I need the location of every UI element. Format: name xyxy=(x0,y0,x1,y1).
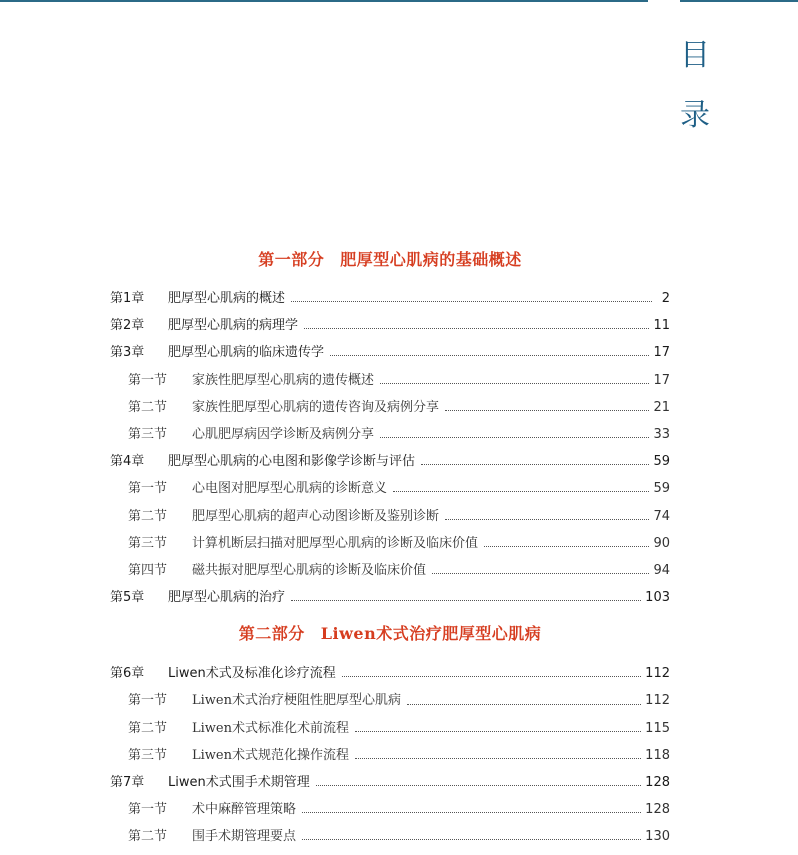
entry-title: 肥厚型心肌病的病理学 xyxy=(168,318,299,334)
dot-leader xyxy=(407,704,641,705)
toc-heading xyxy=(675,26,715,146)
entry-number: 第三节 xyxy=(128,535,168,551)
entry-number: 第一节 xyxy=(128,693,168,709)
dot-leader xyxy=(380,383,649,384)
entry-page-number: 90 xyxy=(653,535,670,551)
entry-number: 第2章 xyxy=(110,318,145,334)
dot-leader xyxy=(421,464,649,465)
entry-title: Liwen术式治疗梗阻性肥厚型心肌病 xyxy=(192,693,401,709)
part-heading xyxy=(110,616,670,660)
top-rule-left xyxy=(0,0,648,2)
entry-page-number: 94 xyxy=(653,562,670,578)
toc-section-entry[interactable] xyxy=(110,557,670,584)
entry-number: 第一节 xyxy=(128,481,168,497)
entry-title: 肥厚型心肌病的治疗 xyxy=(168,590,286,606)
toc-section-entry[interactable] xyxy=(110,687,670,714)
entry-number: 第二节 xyxy=(128,508,168,524)
entry-title: 心肌肥厚病因学诊断及病例分享 xyxy=(192,426,375,442)
entry-page-number: 118 xyxy=(645,747,670,763)
entry-number: 第四节 xyxy=(128,562,168,578)
dot-leader xyxy=(355,731,641,732)
dot-leader xyxy=(380,437,649,438)
entry-page-number: 59 xyxy=(653,481,670,497)
part-label: 第一部分 xyxy=(258,250,325,269)
entry-title: 肥厚型心肌病的临床遗传学 xyxy=(168,345,325,361)
entry-number: 第一节 xyxy=(128,802,168,818)
toc-section-entry[interactable] xyxy=(110,796,670,823)
entry-page-number: 33 xyxy=(653,426,670,442)
dot-leader xyxy=(291,301,652,302)
toc-chapter-entry[interactable] xyxy=(110,660,670,687)
toc-chapter-entry[interactable] xyxy=(110,448,670,475)
toc-section-entry[interactable] xyxy=(110,742,670,769)
entry-page-number: 128 xyxy=(645,802,670,818)
part-title: Liwen术式治疗肥厚型心肌病 xyxy=(320,624,542,644)
toc-chapter-entry[interactable] xyxy=(110,285,670,312)
entry-title: 家族性肥厚型心肌病的遗传概述 xyxy=(192,372,375,388)
top-rule-right xyxy=(680,0,798,2)
dot-leader xyxy=(304,328,649,329)
dot-leader xyxy=(432,573,649,574)
part-title: 肥厚型心肌病的基础概述 xyxy=(340,250,522,269)
toc-chapter-entry[interactable] xyxy=(110,339,670,366)
toc-heading-char-1: 目 xyxy=(680,38,710,73)
entry-page-number: 59 xyxy=(653,454,670,470)
entry-number: 第二节 xyxy=(128,720,168,736)
dot-leader xyxy=(445,410,649,411)
entry-page-number: 2 xyxy=(661,291,670,306)
entry-page-number: 112 xyxy=(645,666,670,682)
entry-title: 术中麻醉管理策略 xyxy=(192,802,297,818)
toc-chapter-entry[interactable] xyxy=(110,584,670,611)
entry-page-number: 103 xyxy=(645,590,670,606)
toc-section-entry[interactable] xyxy=(110,421,670,448)
dot-leader xyxy=(393,491,649,492)
entry-number: 第6章 xyxy=(110,666,145,682)
toc-section-entry[interactable] xyxy=(110,367,670,394)
table-of-contents xyxy=(110,243,670,851)
entry-page-number: 74 xyxy=(653,508,670,524)
entry-number: 第5章 xyxy=(110,590,145,606)
toc-heading-char-2: 录 xyxy=(680,98,710,133)
dot-leader xyxy=(355,758,641,759)
entry-page-number: 21 xyxy=(653,399,670,415)
dot-leader xyxy=(291,600,641,601)
entry-title: Liwen术式规范化操作流程 xyxy=(192,747,349,763)
dot-leader xyxy=(302,839,641,840)
dot-leader xyxy=(316,785,641,786)
entry-title: 肥厚型心肌病的概述 xyxy=(168,291,286,306)
entry-number: 第三节 xyxy=(128,426,168,442)
entry-page-number: 112 xyxy=(645,693,670,709)
entry-number: 第二节 xyxy=(128,399,168,415)
entry-page-number: 115 xyxy=(645,720,670,736)
toc-section-entry[interactable] xyxy=(110,530,670,557)
part-heading xyxy=(110,243,670,285)
entry-number: 第3章 xyxy=(110,345,145,361)
dot-leader xyxy=(484,546,649,547)
entry-title: 计算机断层扫描对肥厚型心肌病的诊断及临床价值 xyxy=(192,535,479,551)
entry-title: 心电图对肥厚型心肌病的诊断意义 xyxy=(192,481,388,497)
dot-leader xyxy=(342,676,641,677)
entry-title: 磁共振对肥厚型心肌病的诊断及临床价值 xyxy=(192,562,427,578)
entry-title: Liwen术式及标准化诊疗流程 xyxy=(168,666,336,682)
dot-leader xyxy=(330,355,649,356)
entry-title: Liwen术式标准化术前流程 xyxy=(192,720,349,736)
entry-title: 围手术期管理要点 xyxy=(192,829,297,845)
entry-number: 第1章 xyxy=(110,291,145,306)
entry-page-number: 130 xyxy=(645,829,670,845)
dot-leader xyxy=(445,519,649,520)
entry-number: 第三节 xyxy=(128,747,168,763)
entry-number: 第二节 xyxy=(128,829,168,845)
entry-number: 第4章 xyxy=(110,454,145,470)
entry-number: 第一节 xyxy=(128,372,168,388)
entry-page-number: 17 xyxy=(653,372,670,388)
part-label: 第二部分 xyxy=(238,624,305,644)
entry-title: 家族性肥厚型心肌病的遗传咨询及病例分享 xyxy=(192,399,440,415)
entry-page-number: 11 xyxy=(653,318,670,334)
entry-number: 第7章 xyxy=(110,775,145,790)
toc-section-entry[interactable] xyxy=(110,715,670,742)
entry-title: 肥厚型心肌病的心电图和影像学诊断与评估 xyxy=(168,454,416,470)
toc-section-entry[interactable] xyxy=(110,394,670,421)
toc-section-entry[interactable] xyxy=(110,475,670,502)
toc-chapter-entry[interactable] xyxy=(110,769,670,796)
entry-title: 肥厚型心肌病的超声心动图诊断及鉴别诊断 xyxy=(192,508,440,524)
toc-section-entry[interactable] xyxy=(110,823,670,850)
entry-page-number: 128 xyxy=(645,775,670,790)
toc-section-entry[interactable] xyxy=(110,503,670,530)
dot-leader xyxy=(302,812,641,813)
entry-page-number: 17 xyxy=(653,345,670,361)
toc-chapter-entry[interactable] xyxy=(110,312,670,339)
entry-title: Liwen术式围手术期管理 xyxy=(168,775,310,790)
